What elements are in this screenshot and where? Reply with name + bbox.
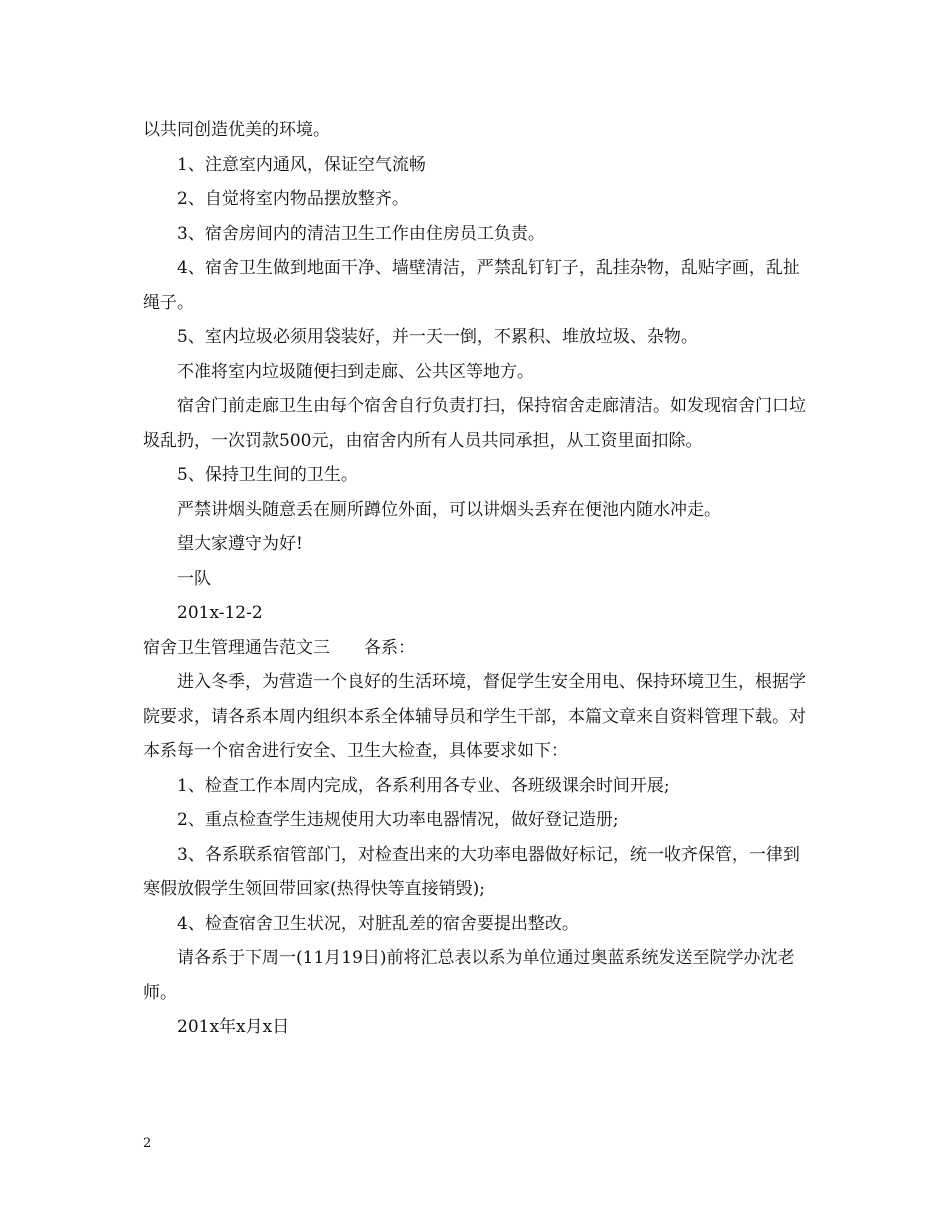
- paragraph-4: 3、宿舍房间内的清洁卫生工作由住房员工负责。: [177, 223, 545, 244]
- page-number: 2: [143, 1136, 152, 1151]
- paragraph-5: 4、宿舍卫生做到地面干净、墙壁清洁，严禁乱钉钉子，乱挂杂物，乱贴字画，乱扯绳子。: [143, 258, 800, 313]
- paragraph-19: 4、检查宿舍卫生状况，对脏乱差的宿舍要提出整改。: [177, 913, 579, 934]
- paragraph-20: 请各系于下周一(11月19日)前将汇总表以系为单位通过奥蓝系统发送至院学办沈老师。: [143, 948, 795, 1003]
- paragraph-6: 5、室内垃圾必须用袋装好，并一天一倒，不累积、堆放垃圾、杂物。: [177, 327, 698, 347]
- paragraph-17: 2、重点检查学生违规使用大功率电器情况，做好登记造册;: [177, 810, 619, 830]
- signature-team: 一队: [177, 568, 211, 589]
- closing-date: 201x年x月x日: [177, 1017, 290, 1037]
- section-heading: 宿舍卫生管理通告范文三 各系：: [143, 637, 415, 658]
- paragraph-11: 望大家遵守为好!: [177, 534, 303, 554]
- paragraph-8: 宿舍门前走廊卫生由每个宿舍自行负责打扫，保持宿舍走廊清洁。如发现宿舍门口垃圾乱扔，一次罚款500元，由宿舍内所有人员共同承担，从工资里面扣除。: [143, 396, 806, 451]
- signature-date: 201x-12-2: [177, 603, 263, 623]
- document-body: [143, 113, 813, 1045]
- paragraph-2: 1、注意室内通风，保证空气流畅: [177, 154, 426, 175]
- paragraph-7: 不准将室内垃圾随便扫到走廊、公共区等地方。: [177, 361, 534, 382]
- paragraph-16: 1、检查工作本周内完成，各系利用各专业、各班级课余时间开展;: [177, 775, 670, 796]
- paragraph-15: 进入冬季，为营造一个良好的生活环境，督促学生安全用电、保持环境卫生，根据学院要求，请各系本周内组织本系全体辅导员和学生干部，本篇文章来自资料管理下载。对本系每一个宿舍进行安全、卫生大检查，具体要求如下：: [143, 672, 806, 761]
- paragraph-10: 严禁讲烟头随意丢在厕所蹲位外面，可以讲烟头丢弃在便池内随水冲走。: [177, 499, 721, 520]
- paragraph-1: 以共同创造优美的环境。: [143, 120, 330, 140]
- paragraph-3: 2、自觉将室内物品摆放整齐。: [177, 189, 409, 209]
- paragraph-18: 3、各系联系宿管部门，对检查出来的大功率电器做好标记，统一收齐保管，一律到寒假放假学生领回带回家(热得快等直接销毁);: [143, 844, 800, 899]
- paragraph-9: 5、保持卫生间的卫生。: [177, 465, 358, 485]
